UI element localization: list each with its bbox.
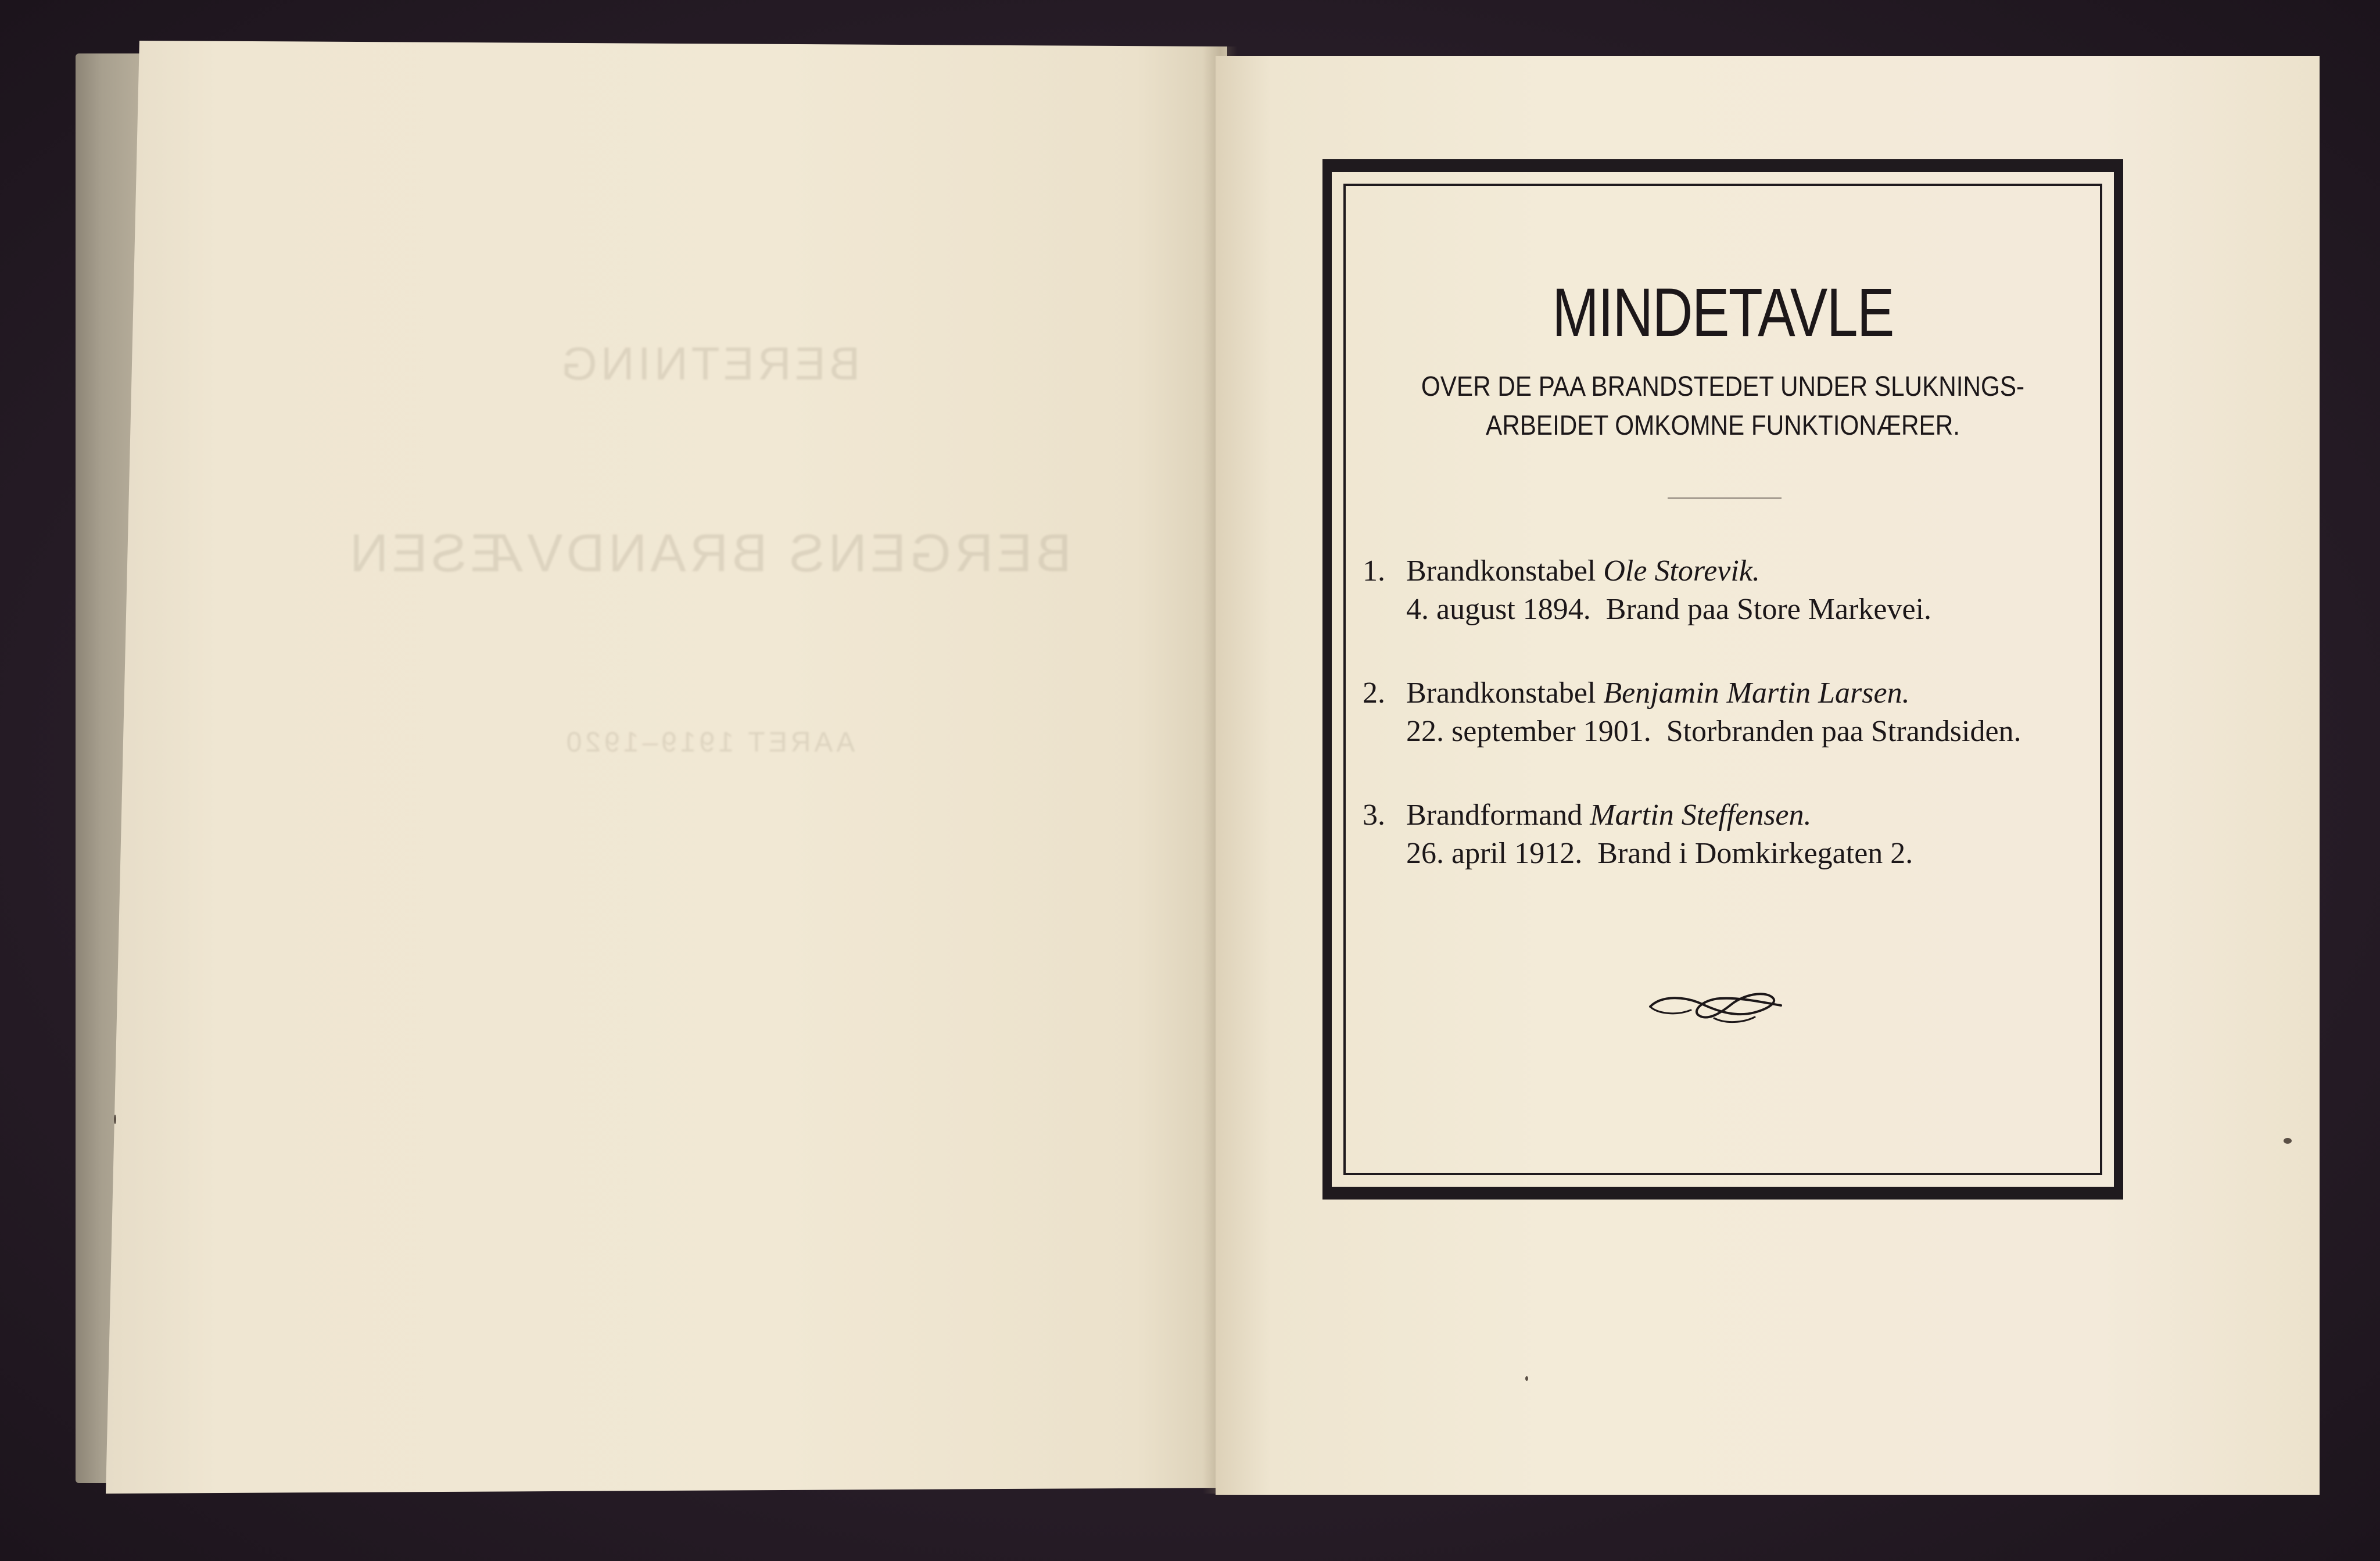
memorial-entry-1: [1363, 552, 2089, 629]
entry-event: Storbranden paa Strandsiden.: [1666, 715, 2021, 748]
paper-speck: [114, 1115, 116, 1124]
entry-line-1: [1363, 796, 2089, 835]
page-title: MINDETAVLE: [1552, 274, 1894, 351]
entry-date: 22. september 1901.: [1406, 715, 1651, 748]
entry-number: 1.: [1363, 554, 1385, 588]
entry-line-2: [1363, 590, 2089, 629]
bleed-line-1: BERETNING: [557, 338, 861, 389]
entry-name: Ole Storevik.: [1603, 554, 1760, 588]
entry-number: 2.: [1363, 676, 1385, 710]
entry-rank: Brandkonstabel: [1406, 554, 1596, 588]
entry-line-2: [1363, 835, 2089, 873]
entry-date: 26. april 1912.: [1406, 837, 1583, 870]
entry-number: 3.: [1363, 799, 1385, 832]
entry-line-2: [1363, 713, 2089, 751]
entry-line-1: [1363, 552, 2089, 590]
subtitle-line-2: ARBEIDET OMKOMNE FUNKTIONÆRER.: [1486, 410, 1960, 441]
entry-name: Benjamin Martin Larsen.: [1603, 676, 1910, 710]
paper-speck: [2284, 1138, 2292, 1144]
entry-date: 4. august 1894.: [1406, 593, 1591, 626]
ornament-flourish-icon: [1644, 982, 1790, 1029]
memorial-entry-3: [1363, 796, 2089, 873]
entry-rank: Brandkonstabel: [1406, 676, 1596, 710]
entry-rank: Brandformand: [1406, 799, 1583, 832]
paper-speck: [1525, 1376, 1528, 1381]
bleed-line-3: AARET 1919–1920: [562, 727, 855, 758]
show-through-text: [302, 302, 1116, 825]
memorial-entry-2: [1363, 674, 2089, 751]
bleed-line-2: BERGENS BRANDVÆSEN: [346, 524, 1072, 583]
divider-rule: [1668, 497, 1782, 499]
entry-event: Brand paa Store Markevei.: [1605, 593, 1932, 626]
subtitle-line-1: OVER DE PAA BRANDSTEDET UNDER SLUKNINGS-: [1421, 371, 2025, 402]
entry-name: Martin Steffensen.: [1590, 799, 1812, 832]
entry-line-1: [1363, 674, 2089, 713]
entry-event: Brand i Domkirkegaten 2.: [1597, 837, 1913, 870]
